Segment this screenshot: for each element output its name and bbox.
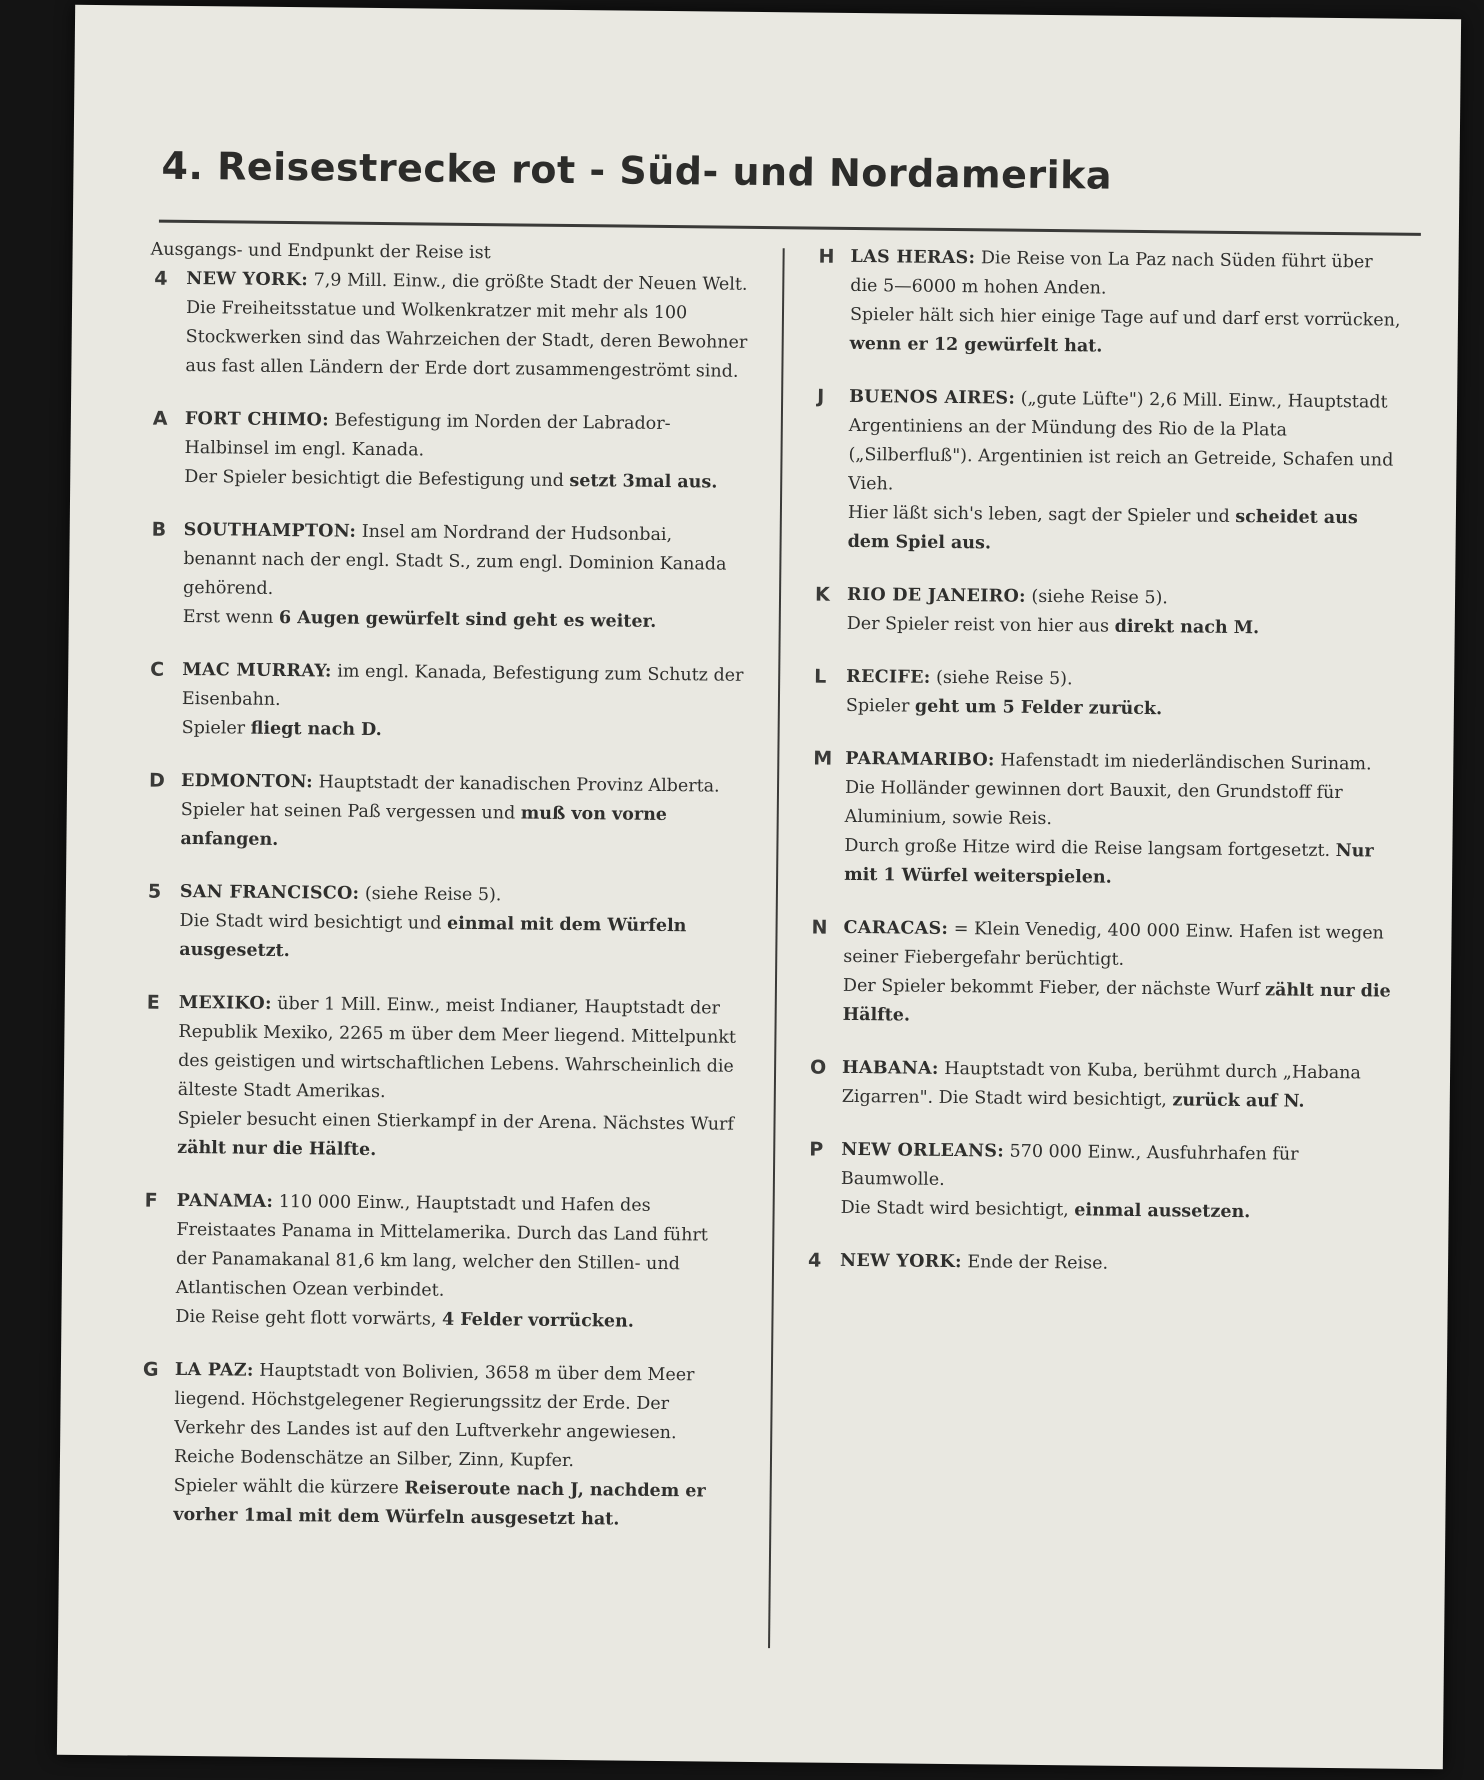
place-name: FORT CHIMO: [184,408,330,431]
place-text: (siehe Reise 5). [1025,586,1169,609]
right-entries [804,243,1405,1282]
entry-description [840,1247,1394,1282]
place-name: LA PAZ: [174,1359,254,1381]
place-name: EDMONTON: [180,770,314,793]
game-rule [843,972,1398,1036]
entry-description [845,745,1400,838]
rule-text: Der Spieler reist von hier aus [846,613,1115,637]
rule-text: Spieler [181,717,251,739]
entry-description [182,656,747,720]
rule-action: wenn er 12 gewürfelt hat. [849,333,1103,357]
rule-action: einmal mit dem Würfeln ausgesetzt. [179,913,687,962]
place-text: Befestigung im Norden der Labrador-Halbinsel im engl. Kanada. [184,410,671,461]
entry-description [185,265,750,387]
rule-action: einmal aussetzen. [1074,1200,1251,1223]
field-marker: A [152,407,168,430]
title-underline [159,220,1421,236]
place-text: über 1 Mill. Einw., meist Indianer, Hauptstadt der Republik Mexiko, 2265 m über dem Meer liegend. Mittelpunkt des geistigen und wirtschaftlichen Lebens. Wahrscheinlich die älteste Stadt Amerikas. [177,993,737,1103]
field-marker: E [146,991,160,1014]
route-entry [804,1246,1394,1281]
place-name: BUENOS AIRES: [849,386,1016,409]
place-text: im engl. Kanada, Befestigung zum Schutz der Eisenbahn. [181,661,744,710]
field-marker: D [148,769,165,792]
rule-text: Erst wenn [182,606,280,628]
game-rule [175,1303,739,1338]
route-entry [811,581,1402,645]
route-entry [811,383,1403,563]
place-text: Ende der Reise. [961,1252,1109,1274]
game-rule [181,714,745,749]
entry-description [842,1054,1397,1118]
field-marker: C [150,658,165,681]
game-rule [844,832,1399,896]
game-rule [846,692,1400,727]
entry-description [178,989,743,1111]
field-marker: 4 [154,267,168,290]
rule-text: Spieler [845,695,916,717]
route-entry [139,1187,740,1338]
right-column [804,243,1405,1306]
route-entry [141,989,743,1169]
place-name: PARAMARIBO: [845,748,995,771]
place-text: 570 000 Einw., Ausfuhrhafen für Baumwolle. [840,1141,1299,1190]
field-marker: H [818,245,835,268]
game-rule [183,603,747,638]
route-entry [148,405,749,498]
place-name: MAC MURRAY: [182,659,332,682]
game-rule [180,796,745,860]
entry-description [848,383,1403,505]
place-text: Hafenstadt im niederländischen Surinam. Die Holländer gewinnen dort Bauxit, den Grundstoff für Aluminium, sowie Reis. [844,750,1372,830]
field-marker: P [809,1138,824,1161]
rule-text: Die Stadt wird besichtigt, [840,1197,1075,1221]
route-entry [807,914,1398,1036]
route-entry [147,516,748,638]
place-name: SOUTHAMPTON: [183,519,357,542]
place-text: Hauptstadt der kanadischen Provinz Alberta. [312,772,720,797]
place-text: 7,9 Mill. Einw., die größte Stadt der Neuen Welt. Die Freiheitsstatue und Wolkenkratzer mit mehr als 100 Stockwerken sind das Wahrzeichen der Stadt, deren Bewohner aus fast allen Ländern der Erde dort zusammengeströmt sind. [185,270,748,382]
place-text: Die Reise von La Paz nach Süden führt über die 5—6000 m hohen Anden. [850,248,1373,299]
rule-action: scheidet aus dem Spiel aus. [847,506,1358,554]
rule-action: Reiseroute nach J, nachdem er vorher 1mal mit dem Würfeln ausgesetzt hat. [173,1478,706,1530]
place-name: NEW ORLEANS: [841,1139,1005,1162]
rule-action: geht um 5 Felder zurück. [914,696,1163,720]
place-name: RIO DE JANEIRO: [846,584,1026,607]
route-entry [806,1054,1397,1118]
intro-text: Ausgangs- und Endpunkt der Reise ist [150,239,491,264]
game-rule [173,1472,738,1536]
rule-action: fliegt nach D. [250,718,382,741]
game-rule [850,301,1405,365]
game-rule [184,463,748,498]
rule-action: zählt nur die Hälfte. [842,980,1391,1026]
rule-text: Hier läßt sich's leben, sagt der Spieler und [847,502,1236,527]
game-rule [847,610,1401,645]
field-marker: 4 [807,1249,822,1272]
field-marker: B [151,518,167,541]
route-entry [144,767,745,860]
rule-text: Der Spieler bekommt Fieber, der nächste Wurf [842,975,1266,1001]
paper-sheet [57,5,1461,1769]
field-marker: M [813,747,833,770]
place-name: NEW YORK: [186,268,309,291]
left-column [137,236,751,1560]
place-name: MEXIKO: [178,992,272,1014]
entry-description [174,1356,739,1478]
game-rule [179,907,744,971]
place-text: 110 000 Einw., Hauptstadt und Hafen des Freistaates Panama in Mittelamerika. Durch das Land führt der Panamakanal 81,6 km lang, welcher den Stillen- und Atlantischen Ozean verbindet. [175,1191,708,1301]
place-name: LAS HERAS: [850,246,976,269]
rule-text: Spieler wählt die kürzere [173,1475,405,1499]
place-text: Insel am Nordrand der Hudsonbai, benannt nach der engl. Stadt S., zum engl. Dominion Kanada gehörend. [182,521,727,599]
field-marker: 5 [147,880,162,903]
rule-text: Die Stadt wird besichtigt und [179,910,448,934]
entry-description [184,405,749,469]
entry-description [841,1136,1396,1200]
field-marker: G [142,1358,159,1381]
place-text: Hauptstadt von Bolivien, 3658 m über dem Meer liegend. Höchstgelegener Regierungssitz der Erde. Der Verkehr des Landes ist auf den Luftverkehr angewiesen. Reiche Bodenschätze an Silber, Zinn, Kupfer. [173,1360,695,1472]
place-text: = Klein Venedig, 400 000 Einw. Hafen ist wegen seiner Fiebergefahr berüchtigt. [843,918,1384,970]
field-marker: J [817,385,825,408]
rule-action: zurück auf N. [1172,1090,1305,1112]
place-name: PANAMA: [176,1190,274,1212]
place-name: SAN FRANCISCO: [179,881,360,904]
place-text: (siehe Reise 5). [359,883,502,906]
place-text: (siehe Reise 5). [930,667,1073,690]
rule-text: Die Reise geht flott vorwärts, [175,1306,443,1330]
route-entry [814,243,1405,365]
place-name: CARACAS: [843,917,949,939]
rule-text: Der Spieler besichtigt die Befestigung und [184,466,570,491]
route-entry [810,663,1401,727]
rule-action: direkt nach M. [1114,616,1260,639]
entry-description [183,516,748,609]
game-rule [177,1105,742,1169]
rule-text: Spieler besucht einen Stierkampf in der Arena. Nächstes Wurf [177,1108,734,1135]
rule-action: muß von vorne anfangen. [180,803,668,850]
rule-action: 6 Augen gewürfelt sind geht es weiter. [278,607,657,632]
page-title: 4. Reisestrecke rot - Süd- und Nordamerika [161,143,1113,198]
place-text: („gute Lüfte") 2,6 Mill. Einw., Hauptstadt Argentiniens an der Mündung des Rio de la Plata („Silberfluß"). Argentinien ist reich an Getreide, Schafen und Vieh. [848,388,1394,495]
place-text: Hauptstadt von Kuba, berühmt durch „Habana Zigarren". Die Stadt wird besichtigt, [841,1058,1362,1111]
rule-action: 4 Felder vorrücken. [441,1309,635,1332]
route-entry [808,745,1399,896]
place-name: RECIFE: [846,666,931,688]
route-entry [149,265,750,387]
entry-description [843,914,1398,978]
rule-text: Durch große Hitze wird die Reise langsam fortgesetzt. [844,835,1336,862]
rule-text: Spieler hat seinen Paß vergessen und [180,799,521,824]
rule-action: zählt nur die Hälfte. [177,1137,377,1161]
rule-action: Nur mit 1 Würfel weiterspielen. [844,841,1374,888]
game-rule [840,1194,1394,1229]
field-marker: F [144,1189,158,1212]
place-name: NEW YORK: [839,1250,962,1273]
rule-text: Spieler hält sich hier einige Tage auf und darf erst vorrücken, [849,304,1401,331]
left-entries [137,265,750,1536]
rule-action: setzt 3mal aus. [569,470,718,493]
entry-description [176,1187,741,1309]
game-rule [1172,1090,1304,1111]
field-marker: K [814,583,830,606]
place-name: HABANA: [842,1057,939,1079]
route-entry [137,1356,739,1536]
route-entry [145,656,746,749]
column-divider [768,248,785,1648]
game-rule [847,499,1402,563]
field-marker: O [809,1056,827,1079]
field-marker: N [811,916,828,939]
field-marker: L [814,665,827,688]
route-entry [804,1135,1395,1228]
route-entry [143,878,744,971]
entry-description [850,243,1405,307]
